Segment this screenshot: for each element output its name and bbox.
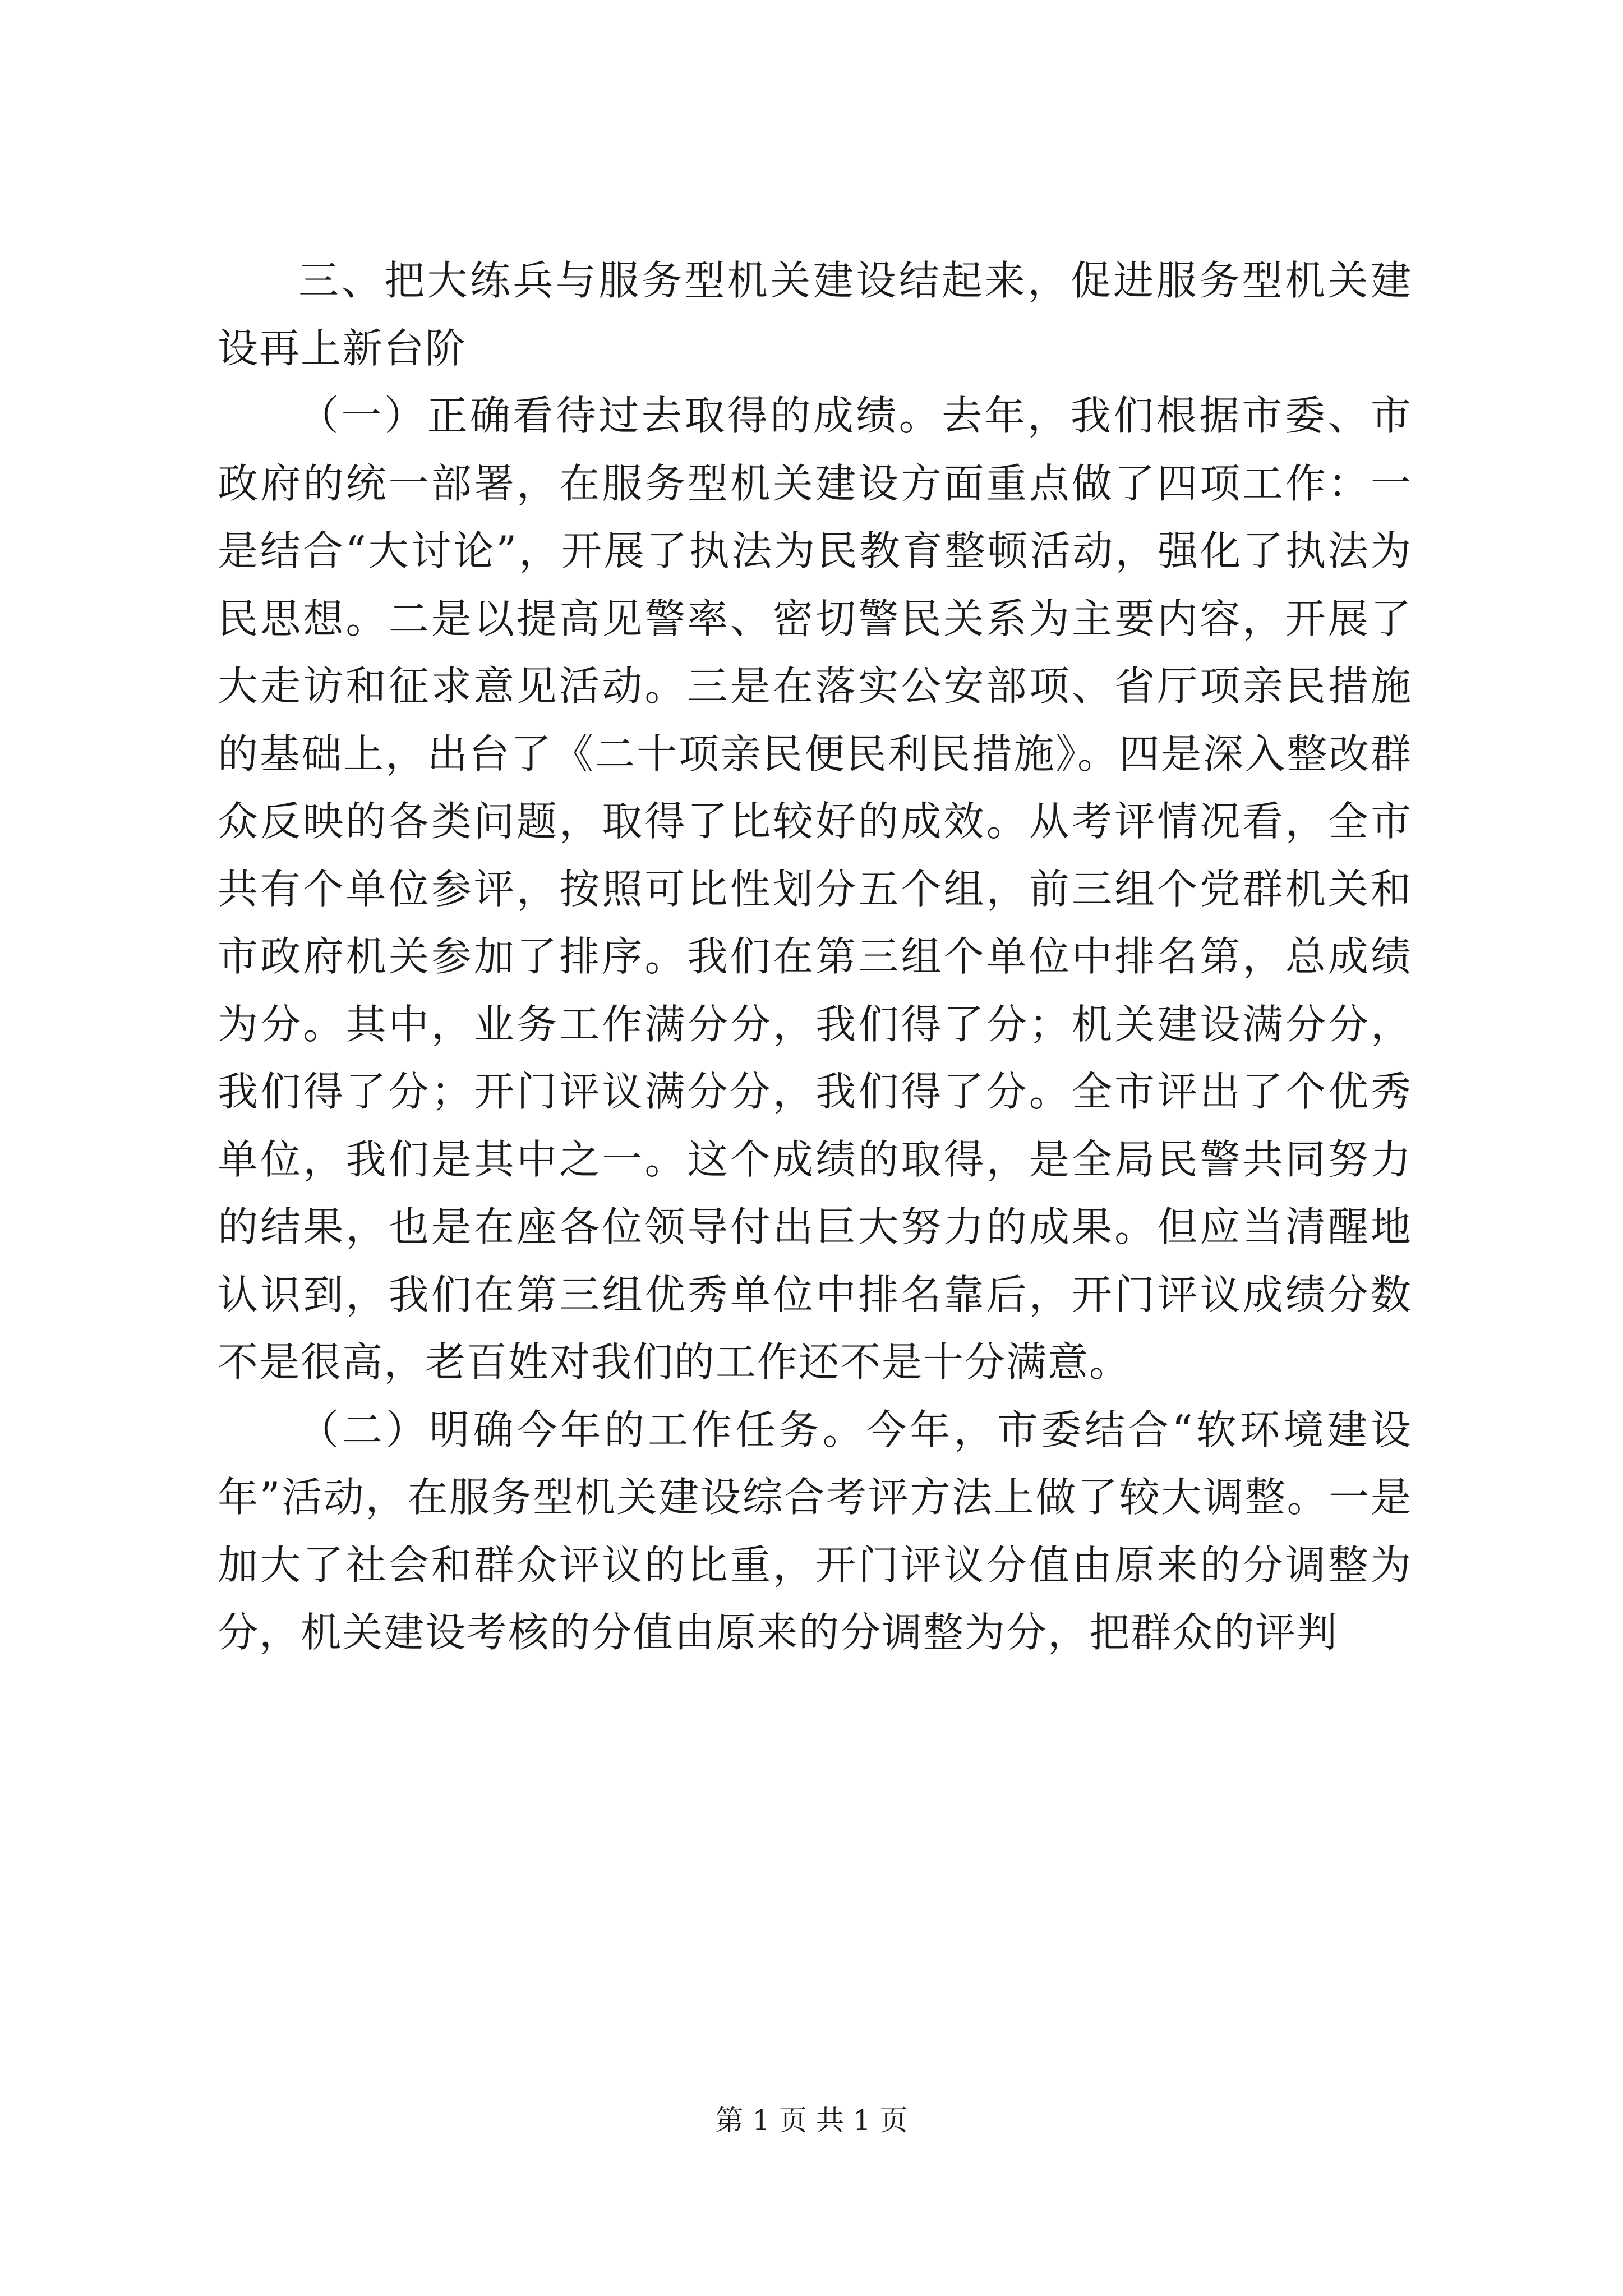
paragraph-past-achievements: （一）正确看待过去取得的成绩。去年，我们根据市委、市政府的统一部署，在服务型机关建设方面重点做了四项工作：一是结合“大讨论”，开展了执法为民教育整顿活动，强化了执法为民思想。二是以提高见警率、密切警民关系为主要内容，开展了大走访和征求意见活动。三是在落实公安部项、省厅项亲民措施的基础上，出台了《二十项亲民便民利民措施》。四是深入整改群众反映的各类问题，取得了比较好的成效。从考评情况看，全市共有个单位参评，按照可比性划分五个组，前三组个党群机关和市政府机关参加了排序。我们在第三组个单位中排名第，总成绩为分。其中，业务工作满分分，我们得了分；机关建设满分分，我们得了分；开门评议满分分，我们得了分。全市评出了个优秀单位，我们是其中之一。这个成绩的取得，是全局民警共同努力的结果，也是在座各位领导付出巨大努力的成果。但应当清醒地认识到，我们在第三组优秀单位中排名靠后，开门评议成绩分数不是很高，老百姓对我们的工作还不是十分满意。: [218, 392, 1412, 1386]
page-footer: 第 1 页 共 1 页: [715, 2104, 908, 2137]
document-body: [218, 247, 1412, 1667]
section-heading: 三、把大练兵与服务型机关建设结起来，促进服务型机关建设再上新台阶: [218, 257, 1412, 372]
paragraph-this-year-tasks: （二）明确今年的工作任务。今年，市委结合“软环境建设年”活动，在服务型机关建设综合考评方法上做了较大调整。一是加大了社会和群众评议的比重，开门评议分值由原来的分调整为分，机关建设考核的分值由原来的分调整为分，把群众的评判: [218, 1406, 1412, 1656]
